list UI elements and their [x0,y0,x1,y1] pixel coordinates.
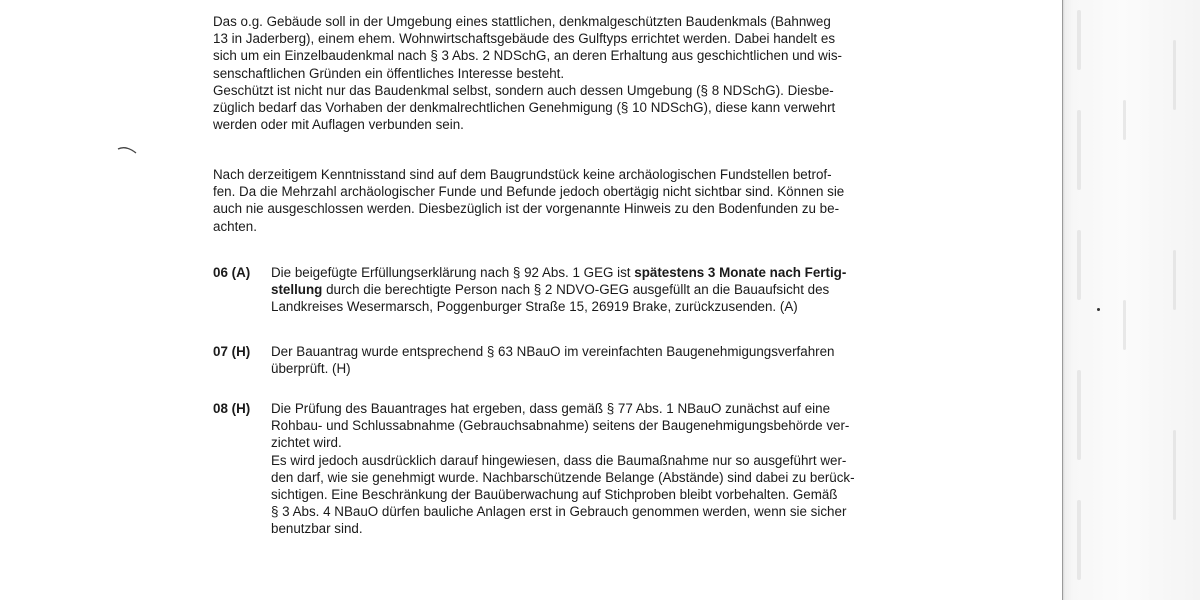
text-line: überprüft. (H) [271,361,351,377]
text-line: Die Prüfung des Bauantrages hat ergeben, dass gemäß § 77 Abs. 1 NBauO zunächst auf eine [271,401,831,416]
item-body [271,343,1013,377]
adjacent-page-strip [1063,0,1200,600]
scan-mark [116,143,140,159]
item-body [271,264,1013,316]
text-line: werden oder mit Auflagen verbunden sein. [213,117,464,133]
text-line: auch nie ausgeschlossen werden. Diesbezüglich ist der vorgenannte Hinweis zu den Bodenfunden zu be- [213,201,840,217]
text-line: Geschützt ist nicht nur das Baudenkmal selbst, sondern auch dessen Umgebung (§ 8 NDSchG). Diesbe- [213,82,834,98]
text-line: benutzbar sind. [271,521,363,537]
text-line: achten. [213,218,257,234]
text-line: § 3 Abs. 4 NBauO dürfen bauliche Anlagen erst in Gebrauch genommen werden, wenn sie sicher [271,504,847,520]
text-line: Der Bauantrag wurde entsprechend § 63 NBauO im vereinfachten Baugenehmigungsverfahren [271,344,835,359]
text-line [271,281,1013,298]
text-line: zichtet wird. [271,435,342,451]
text-run: Die beigefügte Erfüllungserklärung nach § 92 Abs. 1 GEG ist [271,265,635,280]
item-body [271,400,1013,538]
text-line: Das o.g. Gebäude soll in der Umgebung eines stattlichen, denkmalgeschützten Baudenkmals (Bahnweg [213,14,831,29]
item-code: 08 (H) [213,401,251,416]
text-line: Rohbau- und Schlussabnahme (Gebrauchsabnahme) seitens der Baugenehmigungsbehörde ver- [271,418,850,434]
bold-text: stellung [271,282,323,298]
text-line: senschaftlichen Gründen ein öffentliches Interesse besteht. [213,65,565,81]
text-run: durch die berechtigte Person nach § 2 NDVO-GEG ausgefüllt an die Bauaufsicht des [322,282,830,298]
text-line [271,264,1013,281]
text-line: den darf, wie sie genehmigt wurde. Nachbarschützende Belange (Abstände) sind dabei zu berück- [271,469,855,485]
item-code: 06 (A) [213,265,251,280]
text-line: fen. Da die Mehrzahl archäologischer Funde und Befunde jedoch obertägig nicht sichtbar sind. Können sie [213,184,845,200]
scan-speck [1097,308,1100,311]
text-line: sichtigen. Eine Beschränkung der Bauüberwachung auf Stichproben bleibt vorbehalten. Gemäß [271,487,838,503]
text-line: züglich bedarf das Vorhaben der denkmalrechtlichen Genehmigung (§ 10 NDSchG), diese kann verwehrt [213,100,836,116]
bold-text: spätestens 3 Monate nach Fertig- [634,265,847,280]
text-line: sich um ein Einzelbaudenkmal nach § 3 Abs. 2 NDSchG, an deren Erhaltung aus geschichtlichen und wis- [213,48,842,64]
paragraph-archaeology [213,166,1013,235]
text-line: Nach derzeitigem Kenntnisstand sind auf dem Baugrundstück keine archäologischen Fundstellen betrof- [213,167,832,182]
paragraph-monument-surroundings [213,13,1013,133]
text-line: 13 in Jaderberg), einem ehem. Wohnwirtschaftsgebäude des Gulftyps errichtet werden. Dabei handelt es [213,31,836,47]
item-code: 07 (H) [213,344,251,359]
text-line: Landkreises Wesermarsch, Poggenburger Straße 15, 26919 Brake, zurückzusenden. (A) [271,299,798,315]
text-line: Es wird jedoch ausdrücklich darauf hingewiesen, dass die Baumaßnahme nur so ausgeführt wer- [271,452,847,468]
